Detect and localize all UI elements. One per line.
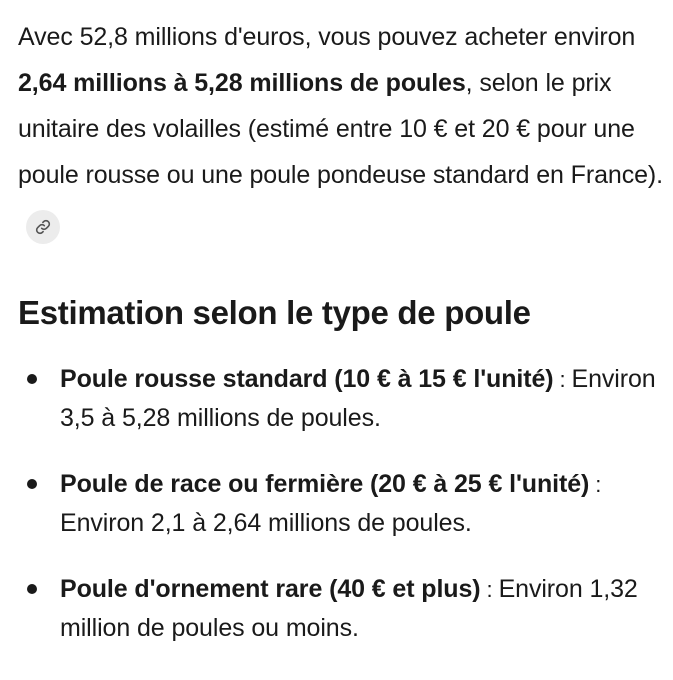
item-label: Poule de race ou fermière (20 € à 25 € l'unité) [60,470,590,498]
bullet-dot-icon [27,584,37,594]
citation-button[interactable] [26,210,60,244]
link-icon [35,219,51,235]
item-text: Environ 2,1 à 2,64 millions de poules. [60,509,472,537]
intro-text-end: , selon le prix unitaire des volailles (estimé entre 10 € et 20 € pour une poule rousse ou une poule pondeuse standard en France). [18,69,663,189]
list-item [18,360,663,437]
bullet-dot-icon [27,479,37,489]
item-separator: : [480,577,499,602]
intro-text-start: Avec 52,8 millions d'euros, vous pouvez acheter environ [18,23,636,51]
section-heading: Estimation selon le type de poule [18,294,531,331]
intro-paragraph [18,14,663,244]
item-text: Environ 3,5 à 5,28 millions de poules. [60,365,656,432]
item-label: Poule rousse standard (10 € à 15 € l'unité) [60,365,554,393]
list-item [18,570,663,647]
list-item [18,465,663,542]
item-label: Poule d'ornement rare (40 € et plus) [60,575,481,603]
intro-highlight: 2,64 millions à 5,28 millions de poules [18,69,466,97]
item-text: Environ 1,32 million de poules ou moins. [60,575,638,642]
estimate-list [18,360,663,647]
item-separator: : [589,472,602,497]
bullet-dot-icon [27,374,37,384]
item-separator: : [553,367,572,392]
